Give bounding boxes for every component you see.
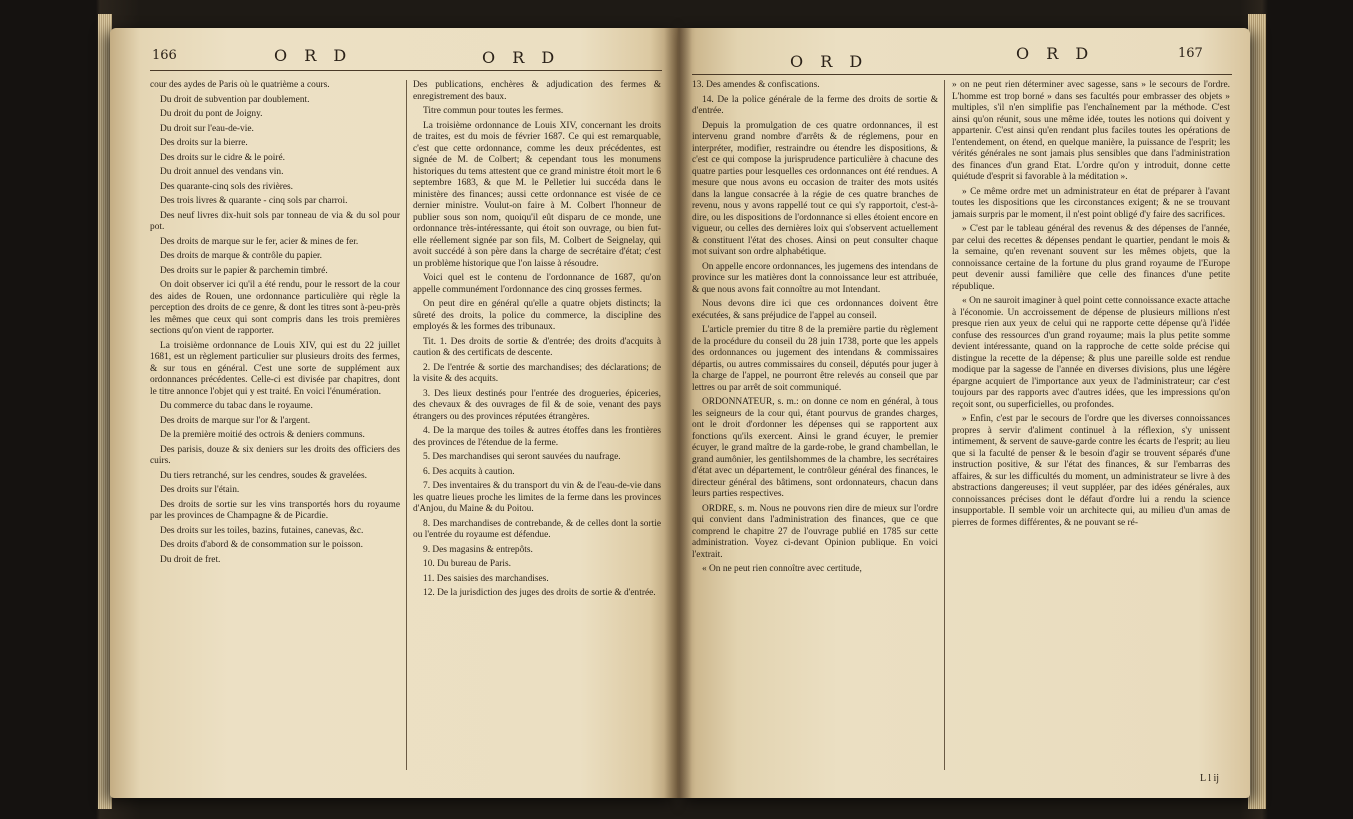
paragraph: Des quarante-cinq sols des rivières.: [160, 181, 294, 192]
paragraph: Des trois livres & quarante - cinq sols par charroi.: [160, 196, 348, 206]
paragraph: 14. De la police générale de la ferme des droits de sortie & d'entrée.: [692, 94, 938, 116]
right-page-number: 167: [1178, 46, 1203, 61]
left-page-column-2: [413, 80, 661, 770]
paragraph: 5. Des marchandises qui seront sauvées du naufrage.: [423, 452, 621, 462]
paragraph: Du droit du pont de Joigny.: [160, 109, 263, 119]
page-edges-right: [1248, 14, 1266, 809]
paragraph: Des droits sur l'étain.: [160, 485, 240, 495]
paragraph: Voici quel est le contenu de l'ordonnance de 1687, qu'on appelle communément l'ordonnance des cinq grosses fermes.: [413, 273, 661, 295]
paragraph: Du commerce du tabac dans le royaume.: [160, 401, 313, 411]
paragraph: Des droits sur le papier & parchemin timbré.: [160, 265, 328, 276]
paragraph: 4. De la marque des toiles & autres étoffes dans les frontières des provinces de l'étendue de la ferme.: [413, 426, 661, 448]
paragraph: Des droits d'abord & de consommation sur le poisson.: [160, 540, 363, 550]
paragraph: Du tiers retranché, sur les cendres, soudes & gravelées.: [160, 470, 367, 481]
paragraph: 10. Du bureau de Paris.: [423, 559, 512, 569]
paragraph: « On ne peut rien connoître avec certitude,: [702, 564, 862, 574]
paragraph: Des neuf livres dix-huit sols par tonneau de via & du sol pour pot.: [150, 210, 400, 232]
paragraph: » Ce même ordre met un administrateur en état de préparer à l'avant toutes les dispositions que les circonstances exigent; & ne se trouvant jamais surpris par le moment, il n'est point obligé d'y faire des sacrifices.: [952, 186, 1230, 220]
right-column-rule: [944, 80, 945, 770]
paragraph: cour des aydes de Paris où le quatrième a cours.: [150, 80, 330, 90]
right-page-column-2: [952, 80, 1230, 752]
paragraph: » on ne peut rien déterminer avec sagesse, sans » le secours de l'ordre. L'homme est trop borné » dans ses facultés pour embrasser des objets » multiples, s'il n'en simplifie pas l'enchaînement par la méthode. C'est ainsi qu'on réunit, sous une même idée, toutes les notions qui doivent y appartenir. C'est ainsi qu'en rendant plus faciles toutes les opérations de l'entendement, on étend, en quelque manière, la puissance de l'esprit; les vérités générales ne sont jamais plus sensibles que dans l'administration des finances d'un grand Etat. L'ordre qu'on y introduit, donne cette quiétude d'esprit si favorable à la méditation ».: [952, 80, 1230, 182]
paragraph: On peut dire en général qu'elle a quatre objets distincts; la sûreté des droits, la police du commerce, la discipline des employés & les formes des tribunaux.: [413, 299, 661, 332]
paragraph: Nous devons dire ici que ces ordonnances doivent être exécutées, & sans préjudice de l'appel au conseil.: [692, 299, 938, 321]
paragraph: De la première moitié des octrois & deniers communs.: [160, 430, 365, 440]
paragraph: Du droit de fret.: [160, 554, 221, 565]
paragraph: ORDRE, s. m. Nous ne pouvons rien dire de mieux sur l'ordre qui convient dans l'administration des finances, que ce que comprend le chapitre 27 de l'ouvrage publié en 1785 sur cette administration. Voyez ci-devant Opinion publique. En voici l'extrait.: [692, 503, 938, 560]
paragraph: La troisième ordonnance de Louis XIV, concernant les droits de traites, est du mois de février 1687. Ce qui est remarquable, c'est que cette ordonnance, comme les deux précédentes, est signée de M. de Colbert; & cependant tous les monumens historiques du tems attestent que ce grand ministre étoit mort le 6 septembre 1683, & que M. le Pelletier lui succéda dans le ministère des finances; aussi cette ordonnance est visée de ce dernier ministre. Voulut-on faire à M. Colbert l'honneur de publier sous son nom, quoiqu'il eût disparu de ce monde, une ordonnance très-intéressante, qui étoit son ouvrage, ou bien fut-elle réellement signée par son fils, M. Colbert de Seignelay, qui avoit succédé à son père dans la charge de secrétaire d'état; c'est un problème historique que l'on laisse à résoudre.: [413, 120, 661, 269]
paragraph: Titre commun pour toutes les fermes.: [423, 106, 564, 116]
right-running-head: [790, 46, 1230, 70]
paragraph: Depuis la promulgation de ces quatre ordonnances, il est intervenu grand nombre d'arrêts & de réglemens, pour en interpréter, modifier, restraindre ou étendre les dispositions, & c'est ce qui compose la jurisprudence particulière à chacune des quatre parties pour lesquelles ces ordonnances ont été rendues. A mesure que nous avons eu occasion de traiter des mots usités dans la langue consacrée à la régie de ces quatre branches de revenu, nous y avons rappellé tout ce qui s'y rapportoit, c'est-à-dire, ou les dispositions de l'ordonnance si elles étoient encore en vigueur, ou celles des dernières loix qui s'observent actuellement & constituent l'état des choses. Ainsi on peut consulter chaque mot suivant son ordre alphabétique.: [692, 120, 938, 257]
paragraph: ORDONNATEUR, s. m.: on donne ce nom en général, à tous les seigneurs de la cour qui, étant pourvus de grandes charges, ont le droit d'ordonner les dépenses qui se rapportent aux fonctions qu'ils exercent. Ainsi le grand écuyer, le premier écuyer, le grand maître de la garde-robe, le grand chambellan, le grand aumônier, les gentilshommes de la chambre, les secrétaires d'état avec un département, le contrôleur général des finances, le directeur général des bâtimens, sont ordonnateurs, chacun dans leurs parties respectives.: [692, 397, 938, 499]
paragraph: 9. Des magasins & entrepôts.: [423, 544, 533, 555]
paragraph: 7. Des inventaires & du transport du vin & de l'eau-de-vie dans les quatre lieues proche les limites de la ferme dans les provinces d'Anjou, du Maine & du Poitou.: [413, 481, 661, 514]
right-page-column-1: [692, 80, 938, 770]
paragraph: Des droits sur le cidre & le poiré.: [160, 152, 285, 163]
left-head-rule: [150, 70, 662, 71]
paragraph: » Enfin, c'est par le secours de l'ordre que les diverses connoissances propres à servir d'aliment continuel à la réflexion, s'y unissent intimement, & servent de sauve-garde contre les écarts de l'esprit; au lieu que si la faculté de penser & le besoin d'agir se trouvent séparés d'une instruction positive, & sur l'état des finances, & sur l'embarras des affaires, & sur les difficultés du moment, un administrateur se livre à des abstractions dangereuses; il veut suppléer, par des idées générales, aux connoissances précises dont le défaut d'ordre lui a rendu la science insupportable. Il semble voir un architecte qui, au milieu d'un amas de pierres de formes différentes, & ne pouvant se ré-: [952, 414, 1230, 528]
paragraph: Des droits de marque & contrôle du papier.: [160, 251, 322, 261]
paragraph: Du droit annuel des vendans vin.: [160, 167, 284, 177]
paragraph: 3. Des lieux destinés pour l'entrée des drogueries, épiceries, des chevaux & des ouvrages de fil & de soie, venant des pays étrangers ou des provinces réputées étrangères.: [413, 388, 661, 422]
paragraph: 11. Des saisies des marchandises.: [423, 573, 549, 584]
paragraph: Des parisis, douze & six deniers sur les droits des officiers des cuirs.: [150, 444, 400, 466]
right-headword-2: O R D: [1016, 44, 1095, 63]
paragraph: On appelle encore ordonnances, les jugemens des intendans de province sur les matières dont la connoissance leur est attribuée, & que nous avons fait connoître au mot Intendant.: [692, 261, 938, 295]
left-page-column-1: [150, 80, 400, 770]
left-headword-2: O R D: [482, 48, 561, 67]
paragraph: 8. Des marchandises de contrebande, & de celles dont la sortie ou l'entrée du royaume est défendue.: [413, 518, 661, 540]
paragraph: Des droits de marque sur l'or & l'argent.: [160, 415, 311, 426]
left-headword-1: O R D: [274, 46, 353, 65]
right-headword-1: O R D: [790, 52, 869, 71]
book-gutter: [664, 28, 692, 798]
paragraph: 12. De la jurisdiction des juges des droits de sortie & d'entrée.: [423, 588, 656, 598]
paragraph: 13. Des amendes & confiscations.: [692, 80, 820, 90]
left-running-head: [152, 46, 672, 70]
paragraph: Des droits sur les toiles, bazins, futaines, canevas, &c.: [160, 525, 364, 536]
paragraph: « On ne sauroit imaginer à quel point cette connoissance exacte attache à l'économie. Un accroissement de dépense de plusieurs millions n'est presque rien aux yeux de celui qui ne rapporte cette dépense qu'à l'idée confuse des ressources d'un grand royaume; mais la plus petite somme devient intéressante, quand on la rapproche de cette solde précise qui distingue la recette de la dépense; & plus une pareille solde est rendue modique par la sagesse de l'année en diverses divisions, plus une légère épargne acquiert de l'importance aux yeux de l'administrateur; car c'est toujours par des rapports avec d'autres idées, que les impressions qu'on reçoit sont, ou superficielles, ou profondes.: [952, 296, 1230, 410]
paragraph: Du droit de subvention par doublement.: [160, 94, 310, 105]
left-column-rule: [406, 80, 407, 770]
paragraph: L'article premier du titre 8 de la première partie du règlement de la procédure du conseil du 28 juin 1738, porte que les appels des ordonnances ou jugement des intendans & commissaires départis, ou autres commissaires du conseil, députés pour juger à la charge de l'appel, ne pourront être relevés au conseil que par lettres ou par arrêt de soit communiqué.: [692, 325, 938, 393]
paragraph: On doit observer ici qu'il a été rendu, pour le ressort de la cour des aides de Rouen, une ordonnance particulière qui règle la perception des droits de ce genre, & dont les titres sont à-peu-près les mêmes que ceux qui sont compris dans les trois premières sections qu'on vient de rapporter.: [150, 280, 400, 336]
page-signature: L l ij: [1200, 773, 1220, 784]
paragraph: 2. De l'entrée & sortie des marchandises; des déclarations; de la visite & des acquits.: [413, 362, 661, 384]
paragraph: Des droits de marque sur le fer, acier & mines de fer.: [160, 236, 359, 247]
paragraph: Des droits sur la bierre.: [160, 138, 248, 148]
paragraph: » C'est par le tableau général des revenus & des dépenses de l'année, par celui des recettes & dépenses pendant le quartier, pendant le mois & la semaine, qu'en revenant souvent sur les mêmes objets, que la connoissance certaine de la fortune du plus grand royaume de l'Europe peut devenir aussi familière que celle des finances d'une petite république.: [952, 224, 1230, 292]
right-head-rule: [692, 74, 1232, 75]
left-page-number: 166: [152, 48, 177, 63]
paragraph: Des droits de sortie sur les vins transportés hors du royaume par les provinces de Champagne & de Picardie.: [150, 499, 400, 521]
paragraph: 6. Des acquits à caution.: [423, 466, 515, 477]
paragraph: Du droit sur l'eau-de-vie.: [160, 123, 254, 134]
paragraph: La troisième ordonnance de Louis XIV, qui est du 22 juillet 1681, est un règlement particulier sur plusieurs droits des fermes, & sur tous en général. C'est une sorte de supplément aux ordonnances précédentes. Celle-ci est divisée par chapitres, dont le titre annonce l'objet qui y est traité. En voici l'énumération.: [150, 340, 400, 397]
paragraph: Des publications, enchères & adjudication des fermes & enregistrement des baux.: [413, 80, 661, 102]
paragraph: Tit. 1. Des droits de sortie & d'entrée; des droits d'acquits à caution & des certificats de descente.: [413, 336, 661, 358]
